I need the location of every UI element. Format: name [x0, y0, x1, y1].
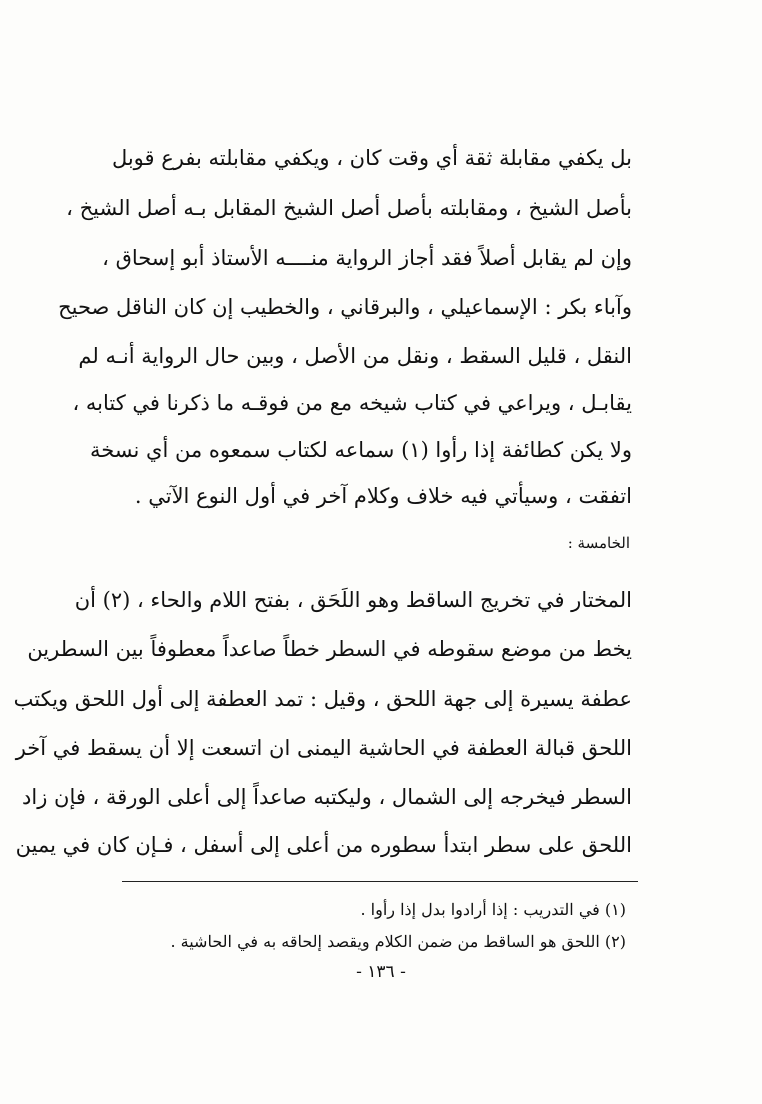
paragraph-1-line-1: بل يكفي مقابلة ثقة أي وقت كان ، ويكفي مقابلته بفرع قوبل — [111, 146, 632, 170]
paragraph-2-line-6: اللحق على سطر ابتدأ سطوره من أعلى إلى أسفل ، فـإن كان في يمين — [15, 833, 632, 857]
paragraph-2-line-3: عطفة يسيرة إلى جهة اللحق ، وقيل : تمد العطفة إلى أول اللحق ويكتب — [13, 687, 632, 711]
page-number: - ١٣٦ - — [356, 962, 406, 982]
footnote-2: (٢) اللحق هو الساقط من ضمن الكلام ويقصد إلحاقه به في الحاشية . — [170, 932, 626, 951]
paragraph-1-line-7: ولا يكن كطائفة إذا رأوا (١) سماعه لكتاب سمعوه من أي نسخة — [89, 438, 632, 462]
paragraph-1-line-5: النقل ، قليل السقط ، ونقل من الأصل ، وبين حال الرواية أنـه لم — [78, 344, 632, 368]
paragraph-2-line-1: المختار في تخريج الساقط وهو اللَحَق ، بفتح اللام والحاء ، (٢) أن — [74, 588, 632, 612]
section-heading: الخامسة : — [567, 534, 630, 552]
paragraph-2-line-4: اللحق قبالة العطفة في الحاشية اليمنى ان اتسعت إلا أن يسقط في آخر — [15, 736, 632, 760]
paragraph-1-line-6: يقابـل ، ويراعي في كتاب شيخه مع من فوقـه ما ذكرنا في كتابه ، — [72, 391, 632, 415]
footnote-divider — [122, 881, 638, 882]
paragraph-2-line-2: يخط من موضع سقوطه في السطر خطاً صاعداً معطوفاً بين السطرين — [27, 637, 632, 661]
paragraph-1-line-3: وإن لم يقابل أصلاً فقد أجاز الرواية منــــه الأستاذ أبو إسحاق ، — [102, 246, 632, 270]
footnote-1: (١) في التدريب : إذا أرادوا بدل إذا رأوا . — [360, 900, 626, 919]
paragraph-1-line-8: اتفقت ، وسيأتي فيه خلاف وكلام آخر في أول النوع الآتي . — [134, 484, 632, 508]
paragraph-1-line-2: بأصل الشيخ ، ومقابلته بأصل أصل الشيخ المقابل بـه أصل الشيخ ، — [66, 196, 632, 220]
paragraph-2-line-5: السطر فيخرجه إلى الشمال ، وليكتبه صاعداً إلى أعلى الورقة ، فإن زاد — [22, 785, 632, 809]
paragraph-1-line-4: وآباء بكر : الإسماعيلي ، والبرقاني ، والخطيب إن كان الناقل صحيح — [58, 295, 632, 319]
